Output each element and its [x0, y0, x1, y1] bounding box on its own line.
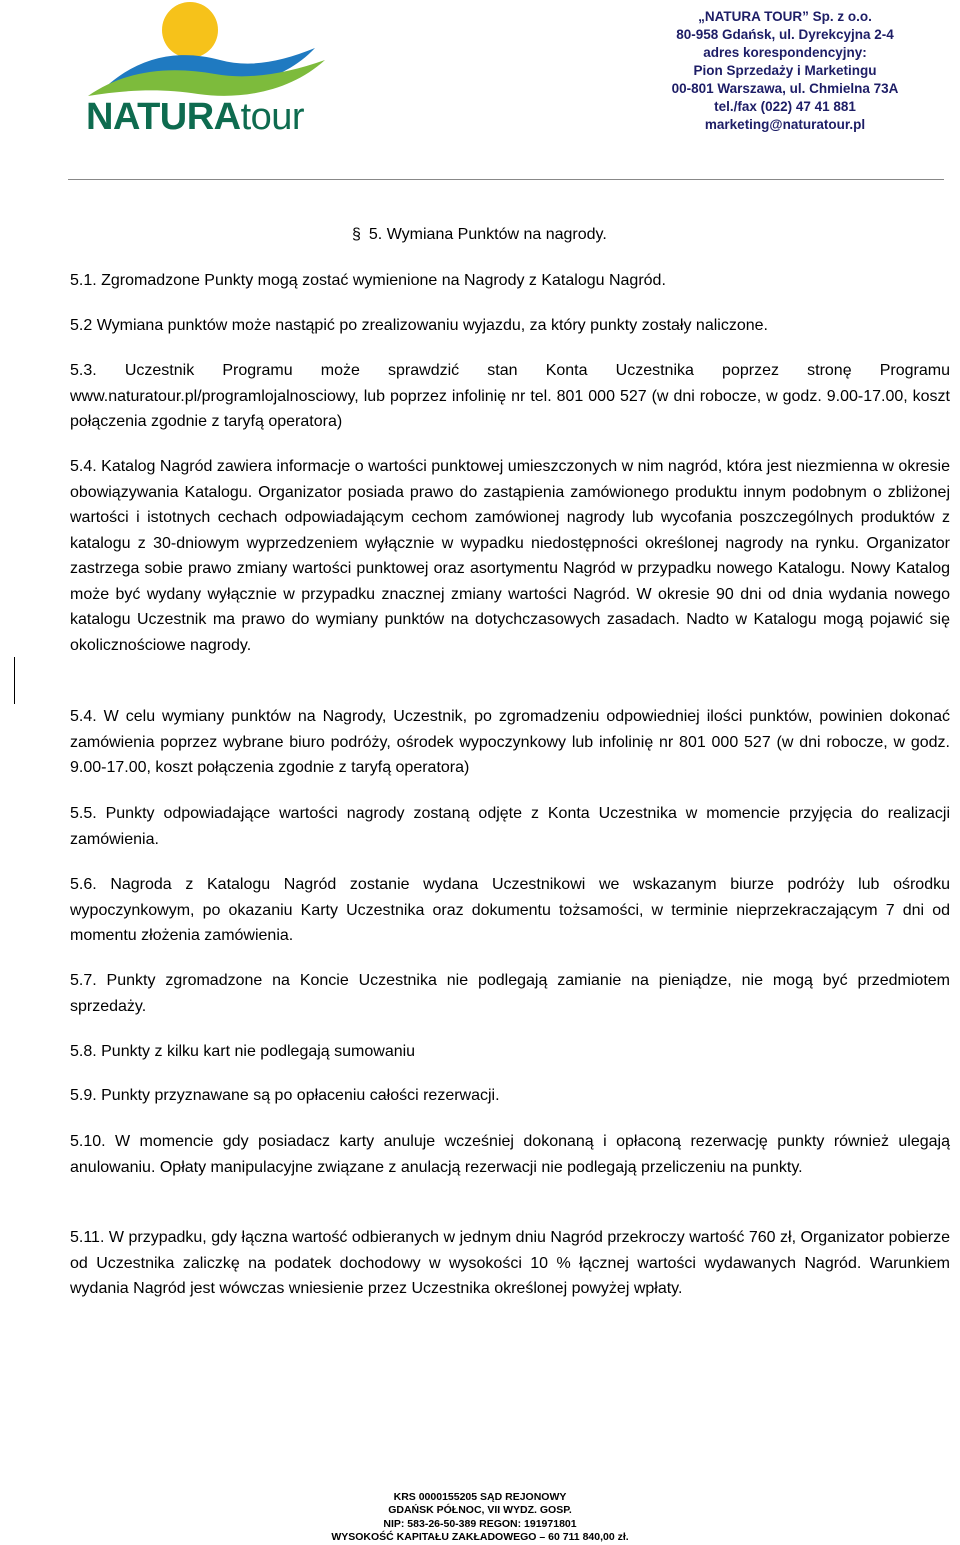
footer-line: GDAŃSK PÓŁNOC, VII WYDZ. GOSP.	[388, 1504, 572, 1517]
paragraph-5-5: 5.5. Punkty odpowiadające wartości nagrody zostaną odjęte z Konta Uczestnika w momencie przyjęcia do realizacji zamówienia.	[70, 805, 950, 848]
change-bar	[14, 657, 15, 704]
paragraph-5-6: 5.6. Nagroda z Katalogu Nagród zostanie wydana Uczestnikowi we wskazanym biurze podróży lub ośrodku wypoczynkowym, po okazaniu Karty Uczestnika oraz dokumentu tożsamości, w terminie nieprzekraczającym 7 dni od momentu złożenia zamówienia.	[70, 876, 950, 944]
paragraph-5-9: 5.9. Punkty przyznawane są po opłaceniu całości rezerwacji.	[70, 1087, 500, 1104]
company-line: tel./fax (022) 47 41 881	[714, 99, 856, 114]
company-line: 00-801 Warszawa, ul. Chmielna 73A	[671, 81, 899, 96]
footer-registration	[0, 1491, 960, 1544]
paragraph-5-4-exchange: 5.4. W celu wymiany punktów na Nagrody, Uczestnik, po zgromadzeniu odpowiedniej ilości punktów, powinien dokonać zamówienia poprzez wybrane biuro podróży, ośrodek wypoczynkowy lub infolinię nr 801 000 527 (w dni robocze, w godz. 9.00-17.00, koszt połączenia zgodnie z taryfą operatora)	[70, 708, 950, 776]
paragraph-5-8: 5.8. Punkty z kilku kart nie podlegają sumowaniu	[70, 1043, 416, 1060]
footer-line: WYSOKOŚĆ KAPITAŁU ZAKŁADOWEGO – 60 711 840,00 zł.	[331, 1530, 629, 1543]
footer-line: KRS 0000155205 SĄD REJONOWY	[393, 1491, 567, 1503]
company-line: „NATURA TOUR” Sp. z o.o.	[698, 9, 872, 24]
paragraph-5-11: 5.11. W przypadku, gdy łączna wartość odbieranych w jednym dniu Nagród przekroczy wartość 760 zł, Organizator pobierze od Uczestnika zaliczkę na podatek dochodowy w wysokości 10 % łącznej wartości wydawanych Nagród. Warunkiem wydania Nagród jest wówczas wniesienie przez Uczestnika określonej powyżej wpłaty.	[70, 1229, 950, 1297]
company-address-block	[640, 8, 930, 134]
header-divider	[68, 179, 944, 180]
paragraph-5-4-catalog: 5.4. Katalog Nagród zawiera informacje o wartości punktowej umieszczonych w nim nagród, która jest niezmienna w okresie obowiązywania Katalogu. Organizator posiada prawo do zastąpienia zamówionego produktu innym podobnym o zbliżonej wartości i istotnych cechach odpowiadającym cechom zamówionej nagrody lub wycofania poszczególnych produktów z katalogu z 30-dniowym wyprzedzeniem wyłącznie w wypadku niedostępności określonej nagrody na rynku. Organizator zastrzega sobie prawo zmiany wartości punktowej oraz asortymentu Nagród w przypadku nowego Katalogu. Nowy Katalog może być wydany wyłącznie w przypadku znacznej zmiany wartości Nagród. W okresie 90 dni od dnia wydania nowego katalogu Uczestnik ma prawo do wymiany punktów na dotychczasowych zasadach. Nadto w Katalogu mogą pojawić się okolicznościowe nagrody.	[70, 458, 950, 654]
company-line: 80-958 Gdańsk, ul. Dyrekcyjna 2-4	[676, 27, 894, 42]
paragraph-5-3: 5.3. Uczestnik Programu może sprawdzić stan Konta Uczestnika poprzez stronę Programu www.naturatour.pl/programlojalnosciowy, lub poprzez infolinię nr tel. 801 000 527 (w dni robocze, w godz. 9.00-17.00, koszt połączenia zgodnie z taryfą operatora)	[70, 362, 950, 430]
footer-line: NIP: 583-26-50-389 REGON: 191971801	[383, 1517, 577, 1530]
logo-wordmark-part2: tour	[240, 96, 305, 138]
section-title-text: 5. Wymiana Punktów na nagrody.	[368, 226, 607, 243]
logo-wordmark-part1: NATURA	[86, 96, 241, 138]
logo-wordmark	[86, 98, 304, 136]
paragraph-5-10: 5.10. W momencie gdy posiadacz karty anuluje wcześniej dokonaną i opłaconą rezerwację punkty również ulegają anulowaniu. Opłaty manipulacyjne związane z anulacją rezerwacji nie podlegają przeliczeniu na punkty.	[70, 1133, 950, 1176]
company-email: marketing@naturatour.pl	[704, 117, 866, 132]
company-line: Pion Sprzedaży i Marketingu	[693, 63, 877, 78]
section-title	[352, 226, 607, 244]
paragraph-5-7: 5.7. Punkty zgromadzone na Koncie Uczestnika nie podlegają zamianie na pieniądze, nie mogą być przedmiotem sprzedaży.	[70, 972, 950, 1015]
company-line: adres korespondencyjny:	[703, 45, 867, 60]
paragraph-5-2: 5.2 Wymiana punktów może nastąpić po zrealizowaniu wyjazdu, za który punkty zostały naliczone.	[70, 317, 768, 334]
section-sign: §	[352, 226, 361, 243]
paragraph-5-1: 5.1. Zgromadzone Punkty mogą zostać wymienione na Nagrody z Katalogu Nagród.	[70, 272, 666, 289]
